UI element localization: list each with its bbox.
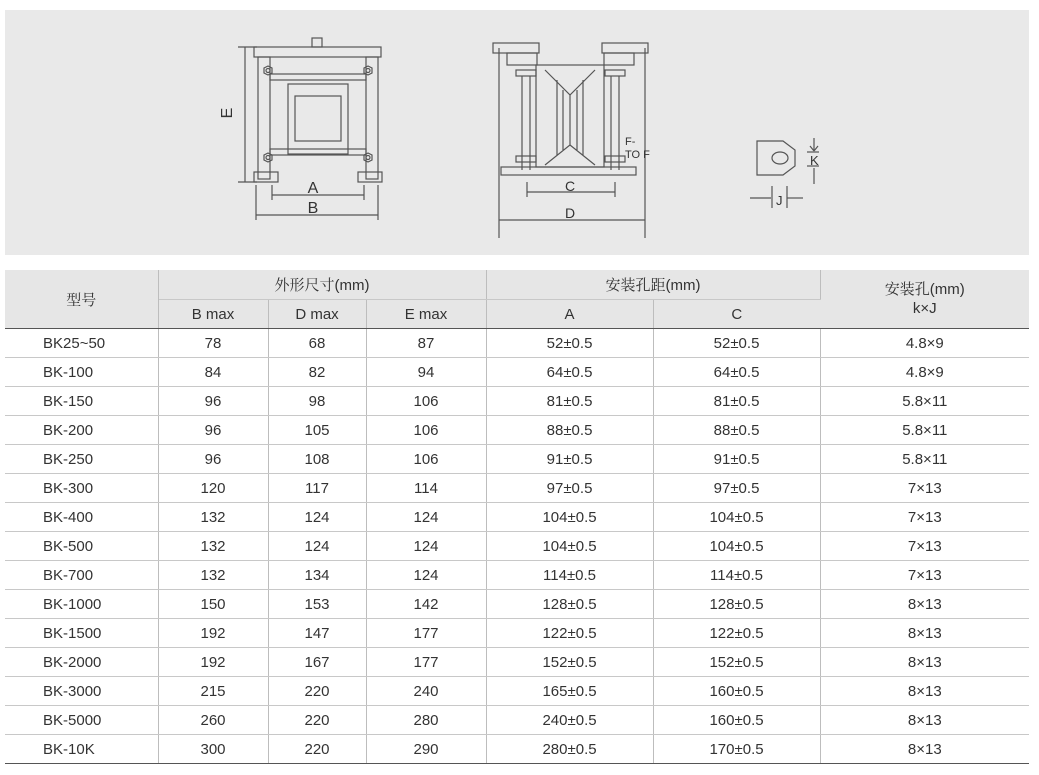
cell-a: 104±0.5: [486, 532, 653, 561]
cell-c: 152±0.5: [653, 648, 820, 677]
cell-b-max: 120: [158, 474, 268, 503]
cell-model: BK-400: [5, 503, 158, 532]
cell-a: 88±0.5: [486, 416, 653, 445]
dim-label-k: K: [810, 153, 819, 168]
cell-hole: 7×13: [820, 503, 1029, 532]
drawings-svg: [5, 10, 1029, 255]
cell-model: BK-3000: [5, 677, 158, 706]
outline-dimensions-header: 外形尺寸(mm): [158, 270, 486, 300]
cell-d-max: 134: [268, 561, 366, 590]
cell-e-max: 124: [366, 503, 486, 532]
cell-model: BK-2000: [5, 648, 158, 677]
cell-a: 280±0.5: [486, 735, 653, 764]
mounting-hole-drawing: [750, 138, 819, 208]
cell-model: BK-150: [5, 387, 158, 416]
cell-b-max: 78: [158, 329, 268, 358]
cell-c: 160±0.5: [653, 677, 820, 706]
cell-hole: 7×13: [820, 532, 1029, 561]
col-header-d-max: D max: [268, 300, 366, 329]
cell-hole: 8×13: [820, 590, 1029, 619]
cell-d-max: 105: [268, 416, 366, 445]
cell-e-max: 87: [366, 329, 486, 358]
cell-d-max: 82: [268, 358, 366, 387]
cell-hole: 8×13: [820, 619, 1029, 648]
cell-e-max: 142: [366, 590, 486, 619]
cell-c: 170±0.5: [653, 735, 820, 764]
terminal-label-f2: TO F: [625, 149, 650, 161]
cell-d-max: 124: [268, 503, 366, 532]
cell-hole: 5.8×11: [820, 445, 1029, 474]
cell-c: 97±0.5: [653, 474, 820, 503]
cell-model: BK-200: [5, 416, 158, 445]
cell-c: 52±0.5: [653, 329, 820, 358]
cell-model: BK-1000: [5, 590, 158, 619]
dim-label-c: C: [564, 178, 576, 194]
cell-a: 128±0.5: [486, 590, 653, 619]
cell-c: 64±0.5: [653, 358, 820, 387]
cell-d-max: 153: [268, 590, 366, 619]
col-header-c: C: [653, 300, 820, 329]
model-header: 型号: [5, 270, 158, 329]
cell-b-max: 260: [158, 706, 268, 735]
cell-b-max: 84: [158, 358, 268, 387]
cell-d-max: 68: [268, 329, 366, 358]
cell-hole: 8×13: [820, 706, 1029, 735]
cell-c: 88±0.5: [653, 416, 820, 445]
table-row: [5, 474, 1029, 503]
mounting-hole-title: 安装孔(mm): [884, 281, 965, 298]
cell-b-max: 96: [158, 416, 268, 445]
cell-a: 91±0.5: [486, 445, 653, 474]
cell-c: 160±0.5: [653, 706, 820, 735]
cell-hole: 4.8×9: [820, 358, 1029, 387]
table-row: [5, 561, 1029, 590]
cell-d-max: 108: [268, 445, 366, 474]
cell-model: BK-10K: [5, 735, 158, 764]
table-row: [5, 619, 1029, 648]
cell-hole: 5.8×11: [820, 387, 1029, 416]
cell-c: 81±0.5: [653, 387, 820, 416]
cell-hole: 8×13: [820, 735, 1029, 764]
cell-a: 240±0.5: [486, 706, 653, 735]
dim-label-b: B: [307, 200, 319, 217]
cell-c: 104±0.5: [653, 532, 820, 561]
table-row: [5, 677, 1029, 706]
cell-e-max: 280: [366, 706, 486, 735]
cell-d-max: 117: [268, 474, 366, 503]
diagram-panel: [5, 10, 1029, 255]
cell-a: 64±0.5: [486, 358, 653, 387]
cell-d-max: 167: [268, 648, 366, 677]
cell-e-max: 177: [366, 648, 486, 677]
cell-c: 104±0.5: [653, 503, 820, 532]
cell-b-max: 96: [158, 445, 268, 474]
cell-hole: 8×13: [820, 677, 1029, 706]
cell-b-max: 215: [158, 677, 268, 706]
cell-d-max: 220: [268, 706, 366, 735]
col-header-a: A: [486, 300, 653, 329]
cell-e-max: 177: [366, 619, 486, 648]
table-row: [5, 706, 1029, 735]
table-row: [5, 387, 1029, 416]
cell-c: 122±0.5: [653, 619, 820, 648]
cell-model: BK25~50: [5, 329, 158, 358]
cell-a: 152±0.5: [486, 648, 653, 677]
cell-e-max: 124: [366, 561, 486, 590]
cell-hole: 4.8×9: [820, 329, 1029, 358]
col-header-b-max: B max: [158, 300, 268, 329]
terminal-label-f1: F-: [625, 136, 636, 148]
cell-a: 81±0.5: [486, 387, 653, 416]
cell-model: BK-300: [5, 474, 158, 503]
cell-b-max: 132: [158, 503, 268, 532]
cell-e-max: 290: [366, 735, 486, 764]
table-row: [5, 329, 1029, 358]
table-row: [5, 735, 1029, 764]
cell-d-max: 220: [268, 677, 366, 706]
cell-e-max: 114: [366, 474, 486, 503]
cell-a: 97±0.5: [486, 474, 653, 503]
dim-label-e: E: [219, 107, 236, 119]
cell-e-max: 106: [366, 387, 486, 416]
cell-hole: 7×13: [820, 474, 1029, 503]
cell-model: BK-500: [5, 532, 158, 561]
hole-distance-header: 安装孔距(mm): [486, 270, 820, 300]
cell-model: BK-5000: [5, 706, 158, 735]
cell-d-max: 147: [268, 619, 366, 648]
cell-c: 91±0.5: [653, 445, 820, 474]
cell-a: 122±0.5: [486, 619, 653, 648]
table-row: [5, 503, 1029, 532]
dim-label-j: J: [776, 193, 783, 208]
cell-b-max: 96: [158, 387, 268, 416]
cell-b-max: 192: [158, 619, 268, 648]
cell-b-max: 132: [158, 532, 268, 561]
cell-hole: 5.8×11: [820, 416, 1029, 445]
mounting-hole-header: [820, 270, 1029, 329]
table-body: [5, 329, 1029, 764]
dim-label-a: A: [307, 180, 319, 197]
cell-e-max: 106: [366, 445, 486, 474]
spec-table: [5, 270, 1029, 764]
cell-e-max: 240: [366, 677, 486, 706]
cell-e-max: 106: [366, 416, 486, 445]
cell-e-max: 94: [366, 358, 486, 387]
cell-b-max: 150: [158, 590, 268, 619]
cell-model: BK-700: [5, 561, 158, 590]
cell-b-max: 300: [158, 735, 268, 764]
table-header: [5, 270, 1029, 329]
cell-d-max: 98: [268, 387, 366, 416]
table-row: [5, 590, 1029, 619]
cell-model: BK-100: [5, 358, 158, 387]
table-row: [5, 358, 1029, 387]
dim-label-d: D: [564, 205, 576, 221]
table-row: [5, 648, 1029, 677]
cell-b-max: 132: [158, 561, 268, 590]
cell-a: 165±0.5: [486, 677, 653, 706]
table-row: [5, 416, 1029, 445]
cell-c: 114±0.5: [653, 561, 820, 590]
cell-hole: 7×13: [820, 561, 1029, 590]
cell-c: 128±0.5: [653, 590, 820, 619]
cell-hole: 8×13: [820, 648, 1029, 677]
cell-a: 114±0.5: [486, 561, 653, 590]
cell-model: BK-1500: [5, 619, 158, 648]
cell-a: 52±0.5: [486, 329, 653, 358]
table-row: [5, 532, 1029, 561]
cell-a: 104±0.5: [486, 503, 653, 532]
cell-e-max: 124: [366, 532, 486, 561]
cell-d-max: 220: [268, 735, 366, 764]
cell-model: BK-250: [5, 445, 158, 474]
table-row: [5, 445, 1029, 474]
cell-b-max: 192: [158, 648, 268, 677]
cell-d-max: 124: [268, 532, 366, 561]
mounting-hole-subtitle: k×J: [912, 300, 937, 317]
col-header-e-max: E max: [366, 300, 486, 329]
